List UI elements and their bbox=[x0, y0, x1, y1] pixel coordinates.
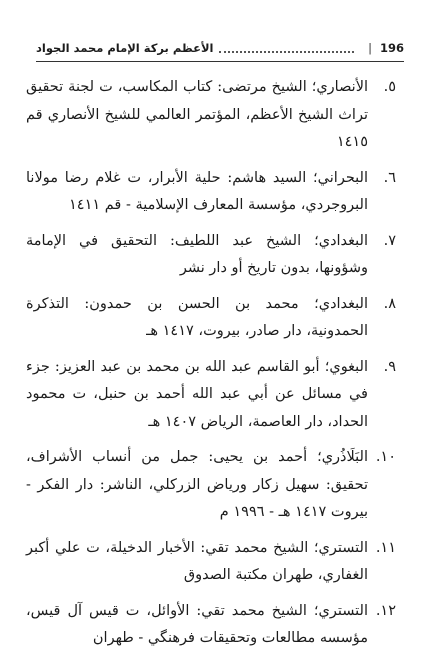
reference-text: البغدادي؛ محمد بن الحسن بن حمدون: التذكرة الحمدونية، دار صادر، بيروت، ١٤١٧ هـ bbox=[26, 295, 368, 339]
reference-number: ٨. bbox=[383, 295, 396, 312]
reference-text: الأنصاري؛ الشيخ مرتضى: كتاب المكاسب، ت لجنة تحقيق تراث الشيخ الأعظم، المؤتمر العالمي للشيخ الأنصاري قم ١٤١٥ bbox=[26, 79, 368, 150]
header-dotted-leader bbox=[219, 43, 354, 53]
reference-number: ٦. bbox=[383, 169, 396, 186]
reference-number: ١٠. bbox=[375, 449, 396, 465]
reference-text: البَلَاذُري؛ أحمد بن يحيى: جمل من أنساب الأشراف، تحقيق: سهيل زكار ورياض الزركلي، الناشر: دار الفكر - بيروت ١٤١٧ هـ - ١٩٩٦ م bbox=[26, 449, 368, 520]
header-title: الأعظم بركة الإمام محمد الجواد bbox=[36, 41, 214, 55]
reference-item bbox=[26, 354, 396, 437]
reference-text: البغدادي؛ الشيخ عبد اللطيف: التحقيق في الإمامة وشؤونها، بدون تاريخ أو دار نشر bbox=[26, 232, 368, 276]
reference-number: ٩. bbox=[383, 358, 396, 375]
reference-item bbox=[26, 444, 396, 527]
reference-text: البغوي؛ أبو القاسم عبد الله بن محمد بن عبد العزيز: جزء في مسائل عن أبي عبد الله أحمد بن حنبل، ت محمود الحداد، دار العاصمة، الرياض ١٤٠٧ هـ bbox=[26, 358, 368, 430]
reference-text: التستري؛ الشيخ محمد تقي: الأخبار الدخيلة، ت علي أكبر الغفاري، طهران مكتبة الصدوق bbox=[26, 539, 368, 583]
header-separator: | bbox=[368, 41, 372, 55]
reference-text: البحراني؛ السيد هاشم: حلية الأبرار، ت غلام رضا مولانا البروجردي، مؤسسة المعارف الإسلامية - قم ١٤١١ bbox=[26, 169, 368, 213]
reference-number: ١١. bbox=[375, 539, 396, 556]
page-number: 196 bbox=[379, 41, 404, 55]
reference-item bbox=[26, 291, 396, 346]
header-rule bbox=[36, 61, 404, 62]
reference-list bbox=[26, 74, 396, 661]
reference-item bbox=[26, 228, 396, 283]
reference-item bbox=[26, 74, 396, 157]
running-header bbox=[36, 38, 404, 58]
reference-number: ١٢. bbox=[375, 602, 396, 619]
reference-item bbox=[26, 165, 396, 220]
reference-item bbox=[26, 535, 396, 590]
reference-number: ٧. bbox=[383, 232, 396, 249]
reference-text: التستري؛ الشيخ محمد تقي: الأوائل، ت قيس آل قيس، مؤسسه مطالعات وتحقيقات فرهنگي - طهران bbox=[26, 602, 368, 646]
reference-number: ٥. bbox=[383, 79, 396, 95]
reference-item bbox=[26, 598, 396, 653]
